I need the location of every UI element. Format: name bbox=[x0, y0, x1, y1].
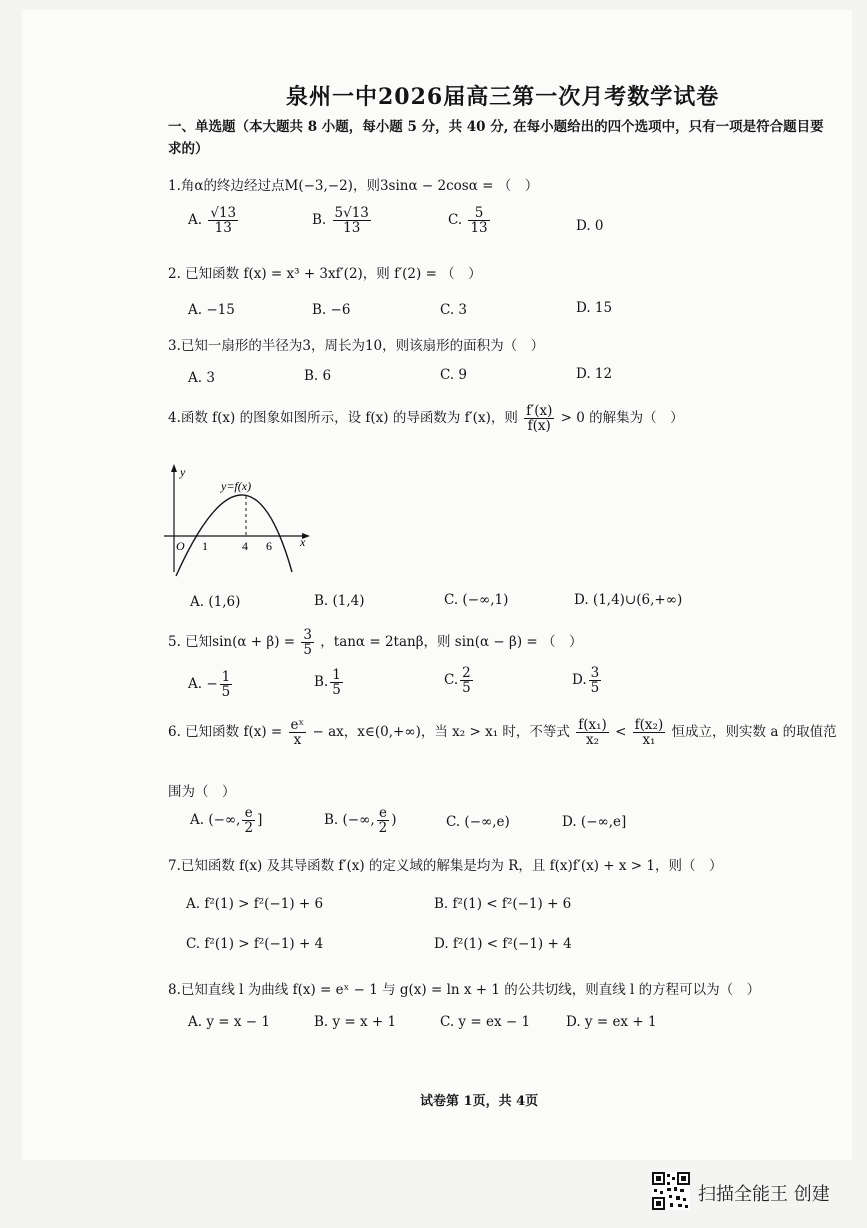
question-4-option-d: D. (1,4)∪(6,+∞) bbox=[574, 592, 683, 608]
numerator: 1 bbox=[332, 667, 341, 683]
question-8-option-b: B. y = x + 1 bbox=[314, 1014, 397, 1030]
stem-text: ，tanα = 2tanβ，则 sin(α − β) = （ ） bbox=[320, 634, 583, 651]
scanner-watermark: 扫描全能王 创建 bbox=[698, 1184, 830, 1205]
fraction bbox=[633, 718, 666, 747]
page-title: 泉州一中2026届高三第一次月考数学试卷 bbox=[286, 84, 720, 110]
question-6-stem-line2: 围为（ ） bbox=[168, 784, 236, 800]
denominator: x₁ bbox=[642, 732, 656, 749]
question-5-option-d bbox=[572, 666, 603, 695]
numerator: 1 bbox=[221, 669, 231, 685]
question-3-stem: 3.已知一扇形的半径为3，周长为10，则该扇形的面积为（ ） bbox=[168, 338, 545, 354]
x-axis-label: x bbox=[300, 535, 306, 549]
fraction bbox=[524, 404, 554, 433]
origin-label: O bbox=[176, 539, 185, 553]
option-label: B. bbox=[324, 812, 339, 829]
denominator: 2 bbox=[244, 820, 254, 837]
question-6-option-b bbox=[324, 806, 397, 835]
tick-label-6: 6 bbox=[266, 539, 272, 553]
fraction bbox=[289, 718, 307, 747]
denominator: 13 bbox=[343, 220, 361, 237]
question-2-stem: 2. 已知函数 f(x) = x³ + 3xf′(2)，则 f′(2) = （ ） bbox=[168, 266, 482, 282]
denominator: 2 bbox=[378, 820, 388, 837]
qr-code-icon bbox=[652, 1172, 690, 1210]
question-3-option-d: D. 12 bbox=[576, 366, 613, 382]
fraction bbox=[460, 666, 473, 695]
numerator: 5 bbox=[468, 206, 489, 221]
denominator: 5 bbox=[303, 642, 312, 659]
fraction bbox=[330, 668, 343, 697]
denominator: 5 bbox=[462, 680, 471, 697]
question-3-option-c: C. 9 bbox=[440, 367, 468, 383]
denominator: x₂ bbox=[585, 732, 599, 749]
question-4-option-b: B. (1,4) bbox=[314, 593, 365, 609]
fraction bbox=[468, 206, 489, 235]
less-than-sign: < bbox=[615, 724, 627, 741]
stem-text: > 0 的解集为（ ） bbox=[560, 410, 684, 427]
numerator: f(x₁) bbox=[578, 717, 607, 733]
stem-text: 5. 已知sin(α + β) = bbox=[168, 634, 296, 651]
y-axis-arrow bbox=[171, 464, 177, 472]
question-3-option-b: B. 6 bbox=[304, 368, 332, 384]
question-6-option-c: C. (−∞,e) bbox=[446, 814, 510, 830]
stem-text: 恒成立，则实数 a 的取值范 bbox=[671, 724, 837, 741]
question-4-stem bbox=[168, 404, 684, 433]
page-number: 试卷第 1页，共 4页 bbox=[420, 1094, 539, 1109]
question-8-option-c: C. y = ex − 1 bbox=[440, 1014, 531, 1030]
denominator: 5 bbox=[590, 680, 600, 697]
section-heading: 一、单选题（本大题共 8 小题，每小题 5 分，共 40 分, 在每小题给出的四个选项中，只有一项是符合题目要求的） bbox=[168, 119, 824, 157]
question-7-option-a: A. f²(1) > f²(−1) + 6 bbox=[186, 896, 324, 912]
interval-open: (−∞, bbox=[342, 812, 375, 829]
question-4-option-c: C. (−∞,1) bbox=[444, 592, 509, 608]
interval-close: ) bbox=[391, 812, 397, 829]
option-label: D. bbox=[572, 672, 587, 689]
numerator: e bbox=[377, 806, 390, 821]
denominator: 5 bbox=[332, 682, 341, 699]
option-label: B. bbox=[312, 212, 327, 229]
option-label: C. bbox=[444, 672, 459, 689]
question-2-option-d: D. 15 bbox=[576, 300, 613, 316]
question-2-option-c: C. 3 bbox=[440, 302, 468, 318]
numerator: 3 bbox=[303, 627, 312, 643]
function-graph bbox=[160, 462, 320, 580]
option-label: A. bbox=[190, 812, 205, 829]
option-label: A. − bbox=[188, 676, 218, 693]
fraction bbox=[220, 670, 233, 699]
question-8-option-d: D. y = ex + 1 bbox=[566, 1014, 657, 1030]
tick-label-4: 4 bbox=[242, 539, 248, 553]
question-1-option-c bbox=[448, 206, 492, 235]
stem-text: 6. 已知函数 f(x) = bbox=[168, 724, 283, 741]
fraction bbox=[377, 806, 390, 835]
denominator: x bbox=[293, 732, 302, 749]
fraction bbox=[301, 628, 314, 657]
numerator: e bbox=[242, 806, 255, 821]
question-5-option-a bbox=[188, 670, 234, 699]
denominator: 13 bbox=[214, 220, 232, 237]
question-7-option-b: B. f²(1) < f²(−1) + 6 bbox=[434, 896, 572, 912]
fraction bbox=[333, 206, 371, 235]
question-7-stem: 7.已知函数 f(x) 及其导函数 f′(x) 的定义域的解集是均为 R，且 f(x)f′(x) + x > 1，则（ ） bbox=[168, 858, 723, 874]
interval-close: ] bbox=[257, 812, 263, 829]
stem-text: − ax，x∈(0,+∞)，当 x₂ > x₁ 时，不等式 bbox=[312, 724, 570, 741]
option-label: C. bbox=[448, 212, 463, 229]
question-1-option-d: D. 0 bbox=[576, 218, 604, 234]
numerator: f′(x) bbox=[526, 403, 553, 419]
question-3-option-a: A. 3 bbox=[188, 370, 215, 386]
question-5-option-c bbox=[444, 666, 475, 695]
question-6-stem bbox=[168, 718, 837, 747]
denominator: 5 bbox=[221, 684, 231, 701]
option-label: A. bbox=[188, 212, 203, 229]
question-5-stem bbox=[168, 628, 582, 657]
y-axis-label: y bbox=[180, 465, 186, 479]
question-7-option-c: C. f²(1) > f²(−1) + 4 bbox=[186, 936, 324, 952]
question-5-option-b bbox=[314, 668, 345, 697]
fraction bbox=[242, 806, 255, 835]
question-1-option-b bbox=[312, 206, 373, 235]
stem-text: 4.函数 f(x) 的图象如图所示，设 f(x) 的导函数为 f′(x)，则 bbox=[168, 410, 518, 427]
numerator: eˣ bbox=[290, 717, 305, 733]
question-6-option-d: D. (−∞,e] bbox=[562, 814, 627, 830]
fraction bbox=[589, 666, 602, 695]
denominator: f(x) bbox=[527, 418, 551, 435]
fraction bbox=[576, 718, 609, 747]
numerator: √13 bbox=[210, 205, 237, 221]
question-6-option-a bbox=[190, 806, 262, 835]
question-2-option-a: A. −15 bbox=[188, 302, 235, 318]
question-4-option-a: A. (1,6) bbox=[190, 594, 241, 610]
numerator: 2 bbox=[462, 665, 471, 681]
numerator: f(x₂) bbox=[634, 717, 664, 733]
question-8-stem: 8.已知直线 l 为曲线 f(x) = eˣ − 1 与 g(x) = ln x + 1 的公共切线，则直线 l 的方程可以为（ ） bbox=[168, 982, 761, 998]
numerator: 5√13 bbox=[334, 205, 369, 221]
tick-label-1: 1 bbox=[202, 539, 208, 553]
option-label: B. bbox=[314, 674, 329, 691]
curve-label: y=f(x) bbox=[221, 479, 252, 493]
question-1-stem: 1.角α的终边经过点M(−3,−2)，则3sinα − 2cosα = （ ） bbox=[168, 178, 539, 194]
question-8-option-a: A. y = x − 1 bbox=[188, 1014, 270, 1030]
question-7-option-d: D. f²(1) < f²(−1) + 4 bbox=[434, 936, 572, 952]
question-2-option-b: B. −6 bbox=[312, 302, 351, 318]
question-1-option-a bbox=[188, 206, 240, 235]
interval-open: (−∞, bbox=[208, 812, 241, 829]
fraction bbox=[208, 206, 238, 235]
denominator: 13 bbox=[470, 220, 488, 237]
numerator: 3 bbox=[590, 665, 600, 681]
